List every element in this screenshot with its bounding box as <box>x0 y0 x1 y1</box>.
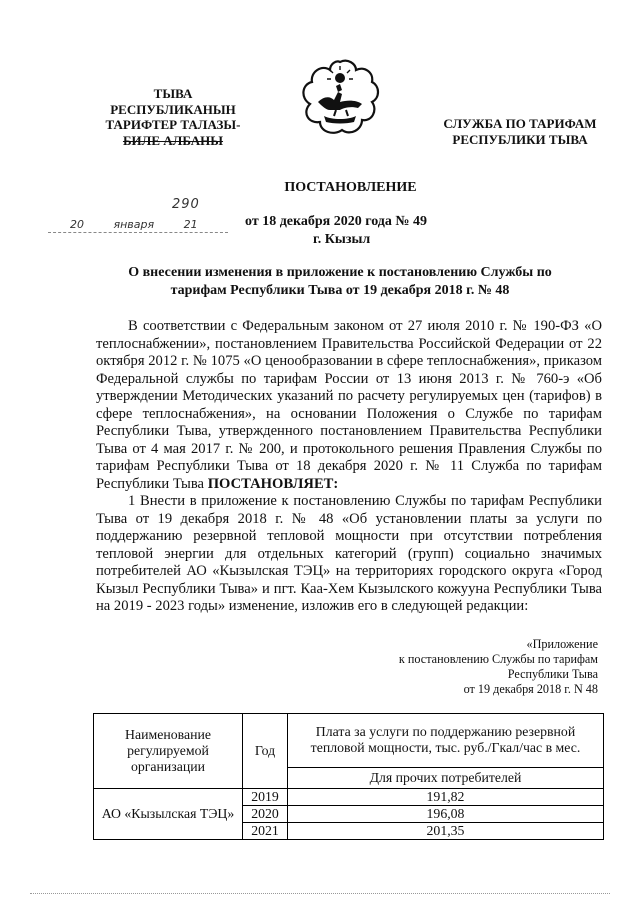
resolution-keyword: ПОСТАНОВЛЯЕТ: <box>207 475 339 492</box>
appendix-line-2: к постановлению Службы по тарифам <box>398 652 598 666</box>
cell-organization: АО «Кызылская ТЭЦ» <box>94 789 243 840</box>
subheader-other-consumers: Для прочих потребителей <box>288 767 604 788</box>
document-type: ПОСТАНОВЛЕНИЕ <box>284 180 417 195</box>
cell-year: 2019 <box>243 789 288 806</box>
table-header-row <box>94 714 604 768</box>
cell-value: 196,08 <box>288 806 604 823</box>
cell-value: 191,82 <box>288 789 604 806</box>
document-body <box>96 318 602 616</box>
handwritten-number: 290 <box>172 197 200 212</box>
header-left-line-1: ТЫВА <box>153 86 193 101</box>
appendix-line-1: «Приложение <box>526 637 598 651</box>
emblem-icon <box>300 56 380 138</box>
cell-year: 2020 <box>243 806 288 823</box>
handwritten-date <box>70 218 198 231</box>
table-row <box>94 789 604 806</box>
document-city: г. Кызыл <box>313 232 371 247</box>
header-left-line-3: ТАРИФТЕР ТАЛАЗЫ- <box>105 117 241 132</box>
header-right-line-2: РЕСПУБЛИКИ ТЫВА <box>452 131 588 147</box>
handwritten-underline <box>48 232 228 233</box>
tariff-table <box>93 713 604 840</box>
handwritten-day: 20 <box>70 218 84 231</box>
body-paragraph-1-text: В соответствии с Федеральным законом от 27 июля 2010 г. № 190-ФЗ «О теплоснабжении», постановлением Правительства Российской Федерации от 22 октября 2012 г. № 1075 «О ценообразовании в сфере теплоснабжения», приказом Федеральной службы по тарифам России от 13 июня 2013 г. № 760-э «Об утверждении Методических указаний по расчету регулируемых цен (тарифов) в сфере теплоснабжения», на основании Положения о Службе по тарифам Республики Тыва, утвержденного постановлением Правительства Республики Тыва от 4 мая 2017 г. № 200, и протокольного решения Правления Службы по тарифам Республики Тыва от 18 декабря 2020 г. № 11 Служба по тарифам Республики Тыва <box>96 318 602 492</box>
handwritten-month: января <box>113 218 155 231</box>
header-fee: Плата за услуги по поддержанию резервной тепловой мощности, тыс. руб./Гкал/час в мес. <box>288 714 604 768</box>
header-right-title <box>430 116 610 147</box>
header-organization: Наименование регулируемой организации <box>94 714 243 789</box>
header-left-line-2: РЕСПУБЛИКАНЫН <box>110 101 236 117</box>
cell-year: 2021 <box>243 823 288 840</box>
header-right-line-1: СЛУЖБА ПО ТАРИФАМ <box>443 116 597 131</box>
page-bottom-edge <box>30 893 610 894</box>
body-paragraph-2: 1 Внести в приложение к постановлению Службы по тарифам Республики Тыва от 19 декабря 2018 г. № 48 «Об установлении платы за услуги по поддержанию резервной тепловой мощности при отсутствии потребления тепловой энергии для отдельных категорий (групп) социально значимых потребителей АО «Кызылская ТЭЦ» на территориях городского округа «Город Кызыл Республики Тыва» и пгт. Каа-Хем Кызылского кожууна Республики Тыва на 2019 - 2023 годы» изменение, изложив его в следующей редакции: <box>96 493 602 614</box>
appendix-reference <box>330 637 598 697</box>
body-paragraph-1 <box>96 318 602 493</box>
appendix-line-3: Республики Тыва <box>507 667 598 681</box>
header-year: Год <box>243 714 288 789</box>
header-left-title <box>78 86 268 148</box>
document-date: от 18 декабря 2020 года № 49 <box>245 214 427 229</box>
header-left-line-4: БИЛЕ АЛБАНЫ <box>122 132 224 148</box>
document-subject: О внесении изменения в приложение к постановлению Службы по тарифам Республики Тыва от 19 декабря 2018 г. № 48 <box>128 265 552 298</box>
cell-value: 201,35 <box>288 823 604 840</box>
appendix-line-4: от 19 декабря 2018 г. N 48 <box>463 682 598 696</box>
handwritten-year: 21 <box>183 218 198 231</box>
